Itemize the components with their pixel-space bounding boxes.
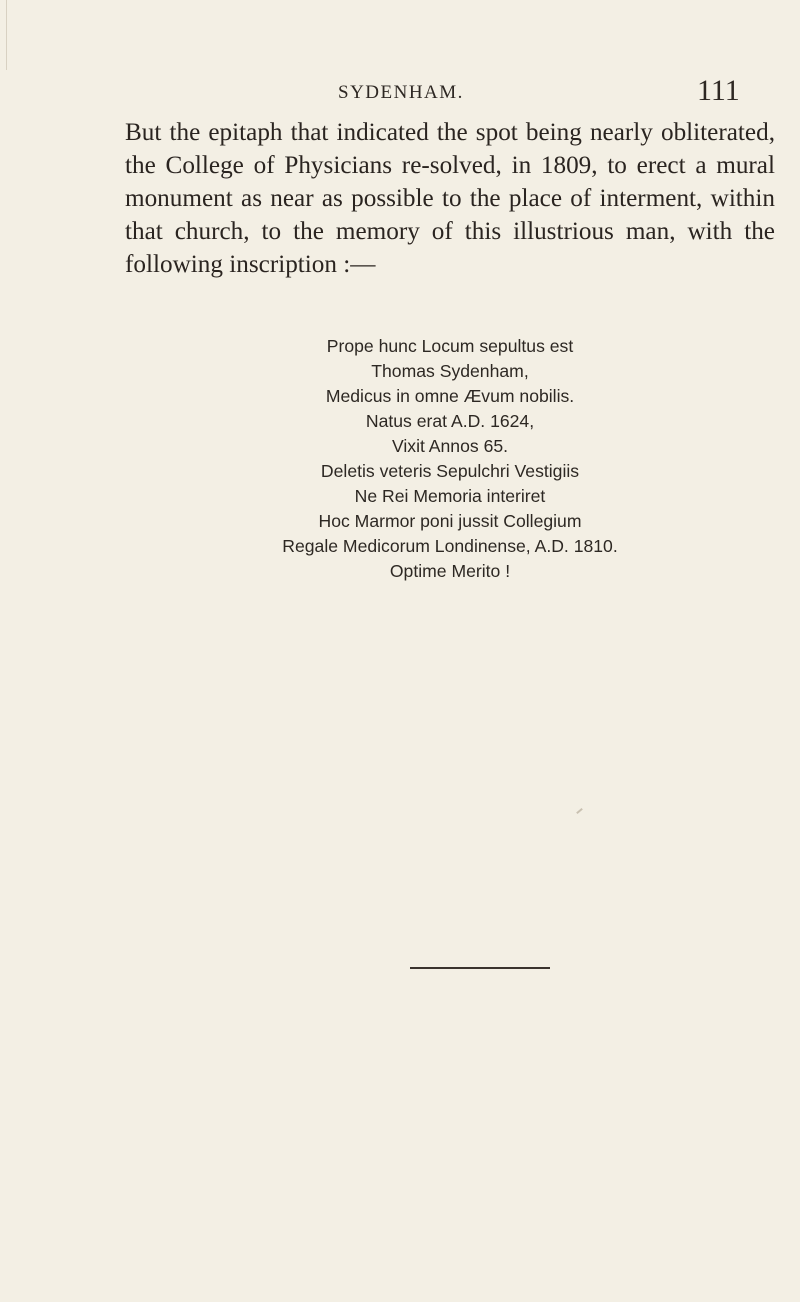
inscription-line: Regale Medicorum Londinense, A.D. 1810. bbox=[282, 536, 618, 556]
footnote-rule bbox=[410, 967, 550, 969]
page-edge-line bbox=[0, 0, 7, 70]
inscription-line: Optime Merito ! bbox=[389, 561, 511, 581]
inscription-line: Thomas Sydenham, bbox=[371, 361, 529, 381]
page-number: 111 bbox=[697, 74, 740, 107]
inscription-line: Prope hunc Locum sepultus est bbox=[326, 336, 574, 356]
running-title: SYDENHAM. bbox=[338, 82, 464, 103]
inscription-line: Medicus in omne Ævum nobilis. bbox=[325, 386, 575, 406]
inscription-line: Natus erat A.D. 1624, bbox=[365, 411, 535, 431]
inscription-line: Ne Rei Memoria interiret bbox=[354, 486, 546, 506]
paper-speck bbox=[576, 808, 583, 814]
running-head bbox=[0, 74, 800, 114]
inscription-line: Hoc Marmor poni jussit Collegium bbox=[318, 511, 582, 531]
body-paragraph: But the epitaph that indicated the spot being nearly obliterated, the College of Physicians re-solved, in 1809, to erect a mural monument as near as possible to the place of interment, within that church, to the memory of this illustrious man, with the following inscription :— bbox=[125, 119, 775, 278]
inscription-line: Vixit Annos 65. bbox=[391, 436, 509, 456]
inscription-line: Deletis veteris Sepulchri Vestigiis bbox=[320, 461, 580, 481]
inscription-block bbox=[125, 334, 775, 584]
